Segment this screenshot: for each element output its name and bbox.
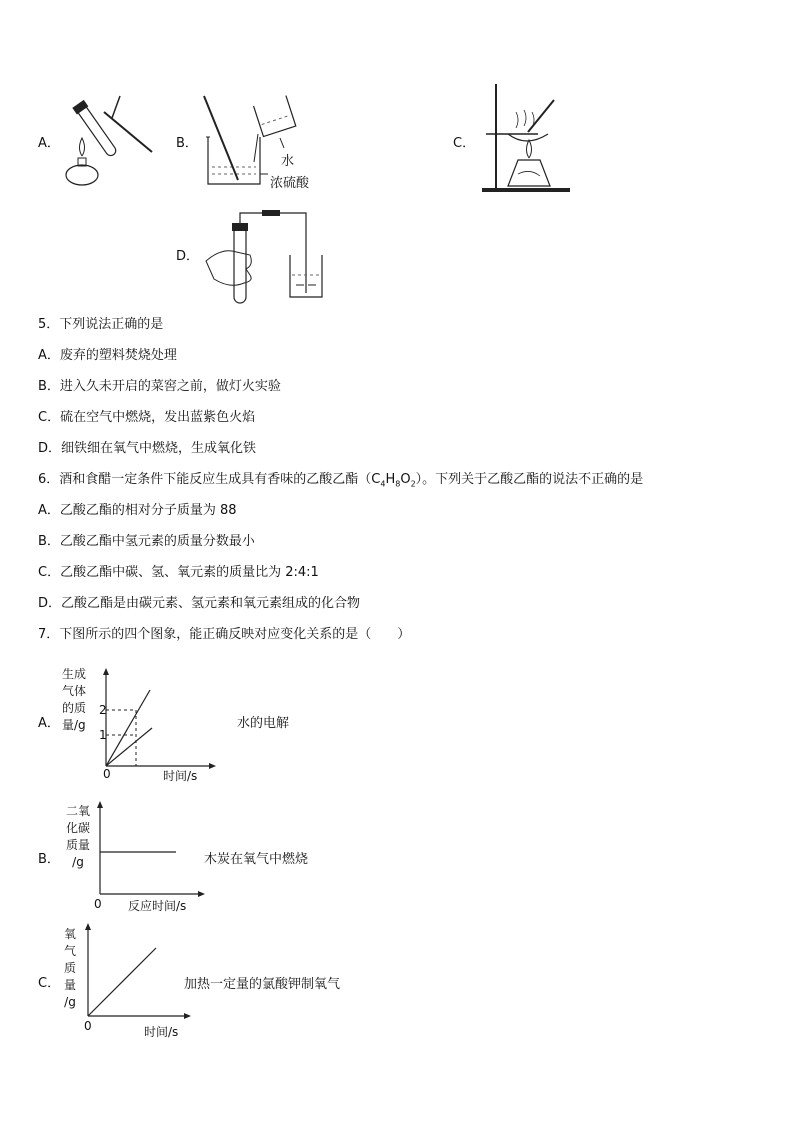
q7-a-tick-2: 2 — [99, 703, 107, 717]
q7-b-ylabel-line: 二氧 — [66, 804, 91, 818]
q6-stem-after: ）。下列关于乙酸乙酯的说法不正确的是 — [415, 472, 644, 487]
q7-c-ylabel-line: 气 — [64, 944, 77, 958]
q7-b-y-arrow — [97, 801, 103, 808]
q6-mid-1: H — [385, 472, 396, 487]
q7-a-xlabel: 时间/s — [163, 769, 198, 783]
q7-a-graph — [92, 668, 222, 773]
q7-a-tick-1: 1 — [99, 728, 107, 742]
q7-b-ylabel-line: /g — [72, 855, 84, 869]
q7-b-xlabel: 反应时间/s — [128, 899, 187, 913]
q7-b-caption: 木炭在氧气中燃烧 — [204, 852, 309, 867]
q6-option-d: D．乙酸乙酯是由碳元素、氢元素和氧元素组成的化合物 — [38, 596, 361, 611]
heating-test-tube-illustration — [60, 90, 160, 190]
q7-c-origin: 0 — [84, 1019, 92, 1033]
q7-a-ylabel-line: 量/g — [62, 718, 86, 732]
q5-stem: 5．下列说法正确的是 — [38, 317, 164, 332]
q5-option-d: D．细铁细在氧气中燃烧，生成氧化铁 — [38, 441, 257, 456]
q6-sub-2: 8 — [395, 479, 401, 489]
q6-mid-2: O — [400, 472, 411, 487]
q7-b-origin: 0 — [94, 897, 102, 911]
q6-option-c: C．乙酸乙酯中碳、氢、氧元素的质量比为 2:4:1 — [38, 565, 319, 580]
q7-a-ylabel-line: 气体 — [62, 684, 87, 698]
q6-stem-before: 6．酒和食醋一定条件下能反应生成具有香味的乙酸乙酯（C — [38, 472, 381, 487]
q7-b-graph — [90, 800, 210, 900]
q7-stem: 7．下图所示的四个图象，能正确反映对应变化关系的是（ ） — [38, 627, 411, 642]
q7-a-ylabel-line: 生成 — [62, 667, 87, 681]
q6-stem — [38, 468, 643, 489]
q6-option-b: B．乙酸乙酯中氢元素的质量分数最小 — [38, 534, 255, 549]
q7-a-ylabel-line: 的质 — [62, 701, 87, 715]
q7-option-c-label: C． — [38, 976, 61, 991]
q7-a-y-arrow — [103, 668, 109, 675]
q6-sub-1: 4 — [380, 479, 386, 489]
q4-option-c-label: C． — [453, 136, 476, 151]
q7-c-x-arrow — [184, 1013, 191, 1019]
q7-a-caption: 水的电解 — [237, 716, 290, 731]
q7-a-line-upper — [106, 690, 150, 766]
q4-b-water-label: 水 — [281, 154, 295, 169]
q5-option-c: C．硫在空气中燃烧，发出蓝紫色火焰 — [38, 410, 256, 425]
airtightness-check-illustration — [200, 205, 340, 305]
q7-b-ylabel — [66, 803, 90, 871]
q7-c-ylabel-line: 量 — [64, 978, 77, 992]
q7-b-ylabel-line: 质量 — [66, 838, 91, 852]
q7-c-ylabel-line: 氧 — [64, 927, 77, 941]
q7-a-line-lower — [106, 728, 152, 766]
q7-c-caption: 加热一定量的氯酸钾制氧气 — [184, 977, 341, 992]
q7-option-a-label: A． — [38, 716, 60, 731]
q7-a-ylabel — [62, 666, 86, 734]
q7-option-b-label: B． — [38, 852, 60, 867]
q5-option-b: B．进入久未开启的菜窖之前，做灯火实验 — [38, 379, 281, 394]
q5-option-a: A．废弃的塑料焚烧处理 — [38, 348, 177, 363]
q7-c-rising-line — [88, 948, 156, 1016]
evaporation-stand-illustration — [478, 78, 578, 198]
q6-sub-3: 2 — [410, 479, 416, 489]
q7-b-x-arrow — [198, 891, 205, 897]
q6-option-a: A．乙酸乙酯的相对分子质量为 88 — [38, 503, 237, 518]
q7-c-ylabel-line: /g — [64, 995, 76, 1009]
q7-c-y-arrow — [85, 923, 91, 930]
q7-a-origin: 0 — [103, 767, 111, 781]
q4-b-acid-label: 浓硫酸 — [270, 176, 310, 191]
q4-option-a-label: A． — [38, 136, 60, 151]
q4-option-d-label: D． — [176, 249, 200, 264]
q7-b-ylabel-line: 化碳 — [66, 821, 91, 835]
q7-c-graph — [80, 922, 200, 1022]
q7-c-xlabel: 时间/s — [144, 1025, 179, 1039]
q7-c-ylabel — [64, 926, 76, 1011]
q7-a-x-arrow — [209, 763, 216, 769]
q4-option-b-label: B． — [176, 136, 198, 151]
q7-c-ylabel-line: 质 — [64, 961, 77, 975]
